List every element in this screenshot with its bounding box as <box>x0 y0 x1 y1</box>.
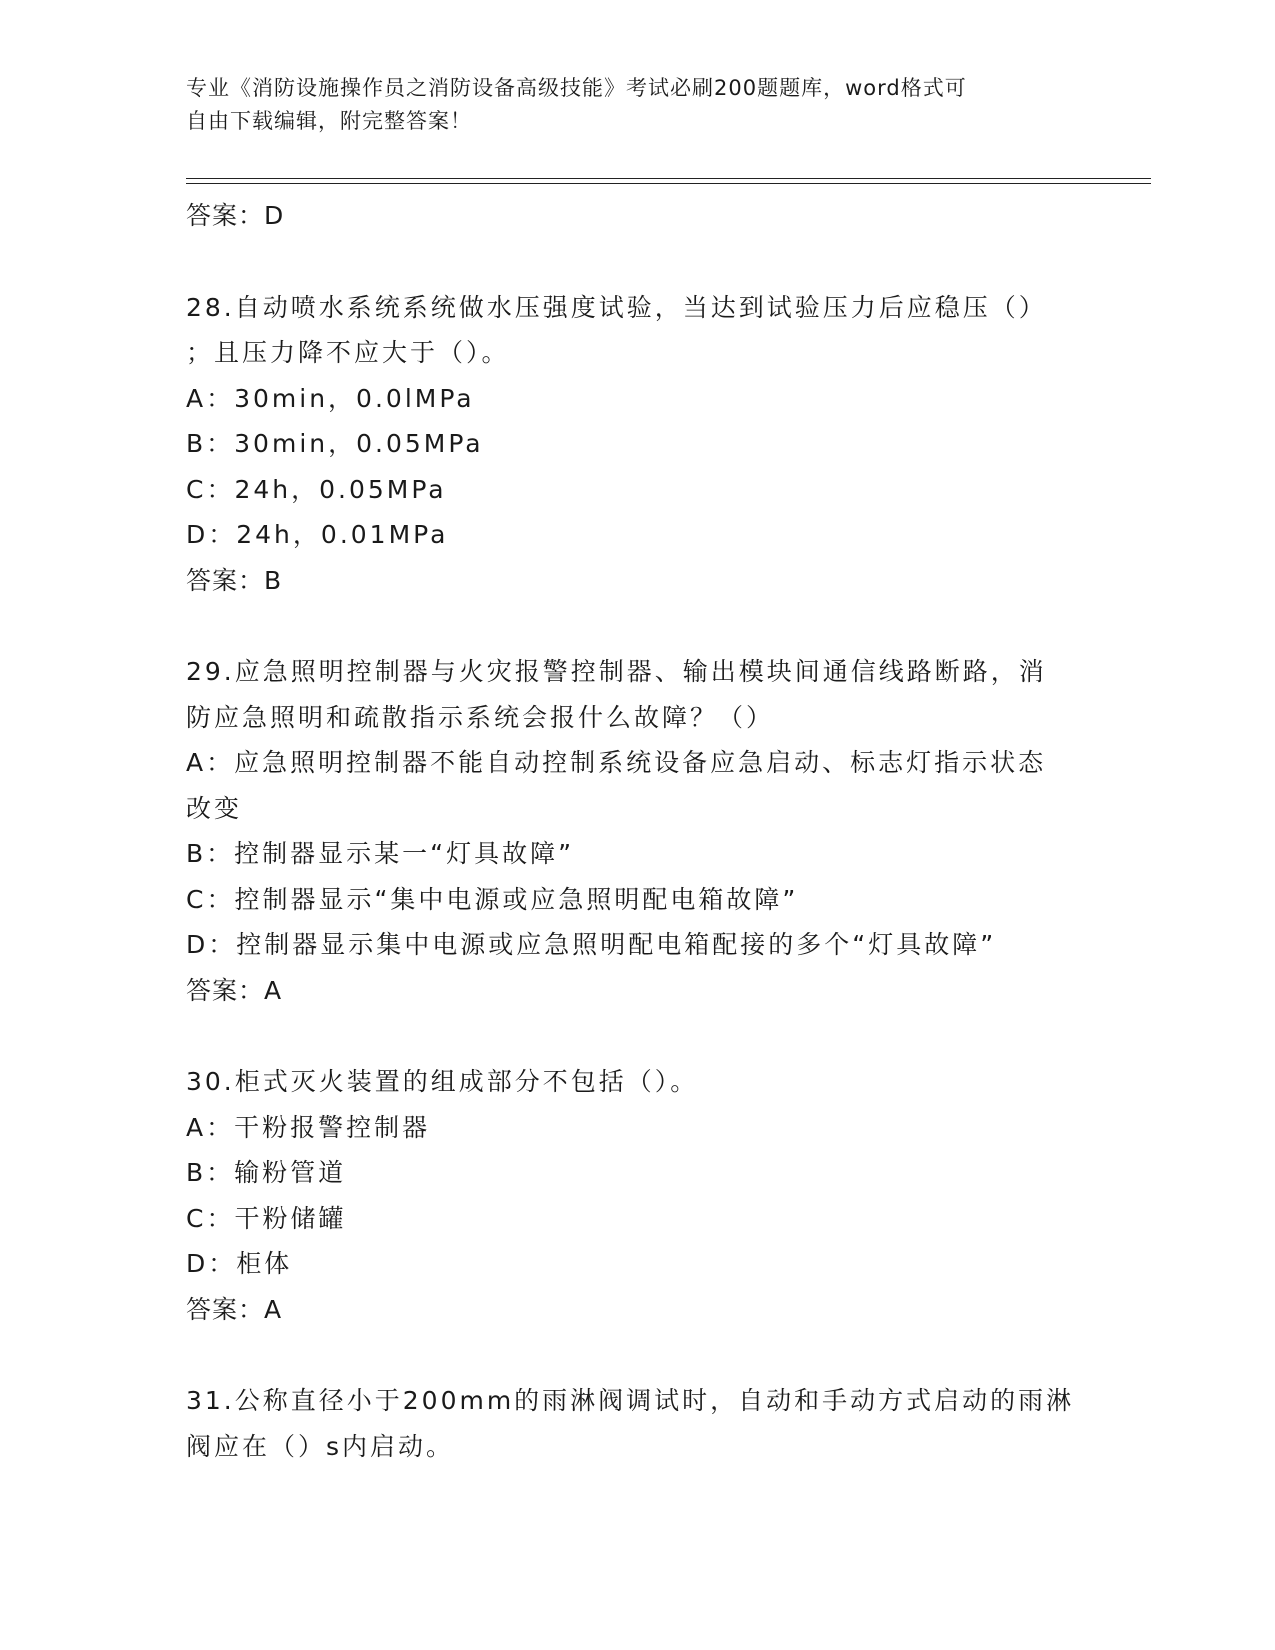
question-stem: 30.柜式灭火装置的组成部分不包括（）。 <box>186 1067 699 1096</box>
question-stem: 阀应在（）s内启动。 <box>186 1431 455 1461</box>
spacer <box>186 1013 1086 1059</box>
header-line-2: 自由下载编辑，附完整答案！ <box>186 109 472 133</box>
question-stem: 31.公称直径小于200mm的雨淋阀调试时，自动和手动方式启动的雨淋 <box>186 1386 1075 1415</box>
option-c: C：控制器显示“集中电源或应急照明配电箱故障” <box>186 884 799 914</box>
question-stem: 29.应急照明控制器与火灾报警控制器、输出模块间通信线路断路，消 <box>186 657 1047 686</box>
previous-answer: 答案：D <box>186 201 285 230</box>
question-stem: 防应急照明和疏散指示系统会报什么故障？（） <box>186 702 775 732</box>
option-d: D：控制器显示集中电源或应急照明配电箱配接的多个“灯具故障” <box>186 930 997 959</box>
header-line-1: 专业《消防设施操作员之消防设备高级技能》考试必刷200题题库，word格式可 <box>186 76 967 100</box>
question-29 <box>186 649 1086 1013</box>
header-divider-bottom <box>186 183 1151 184</box>
header-note <box>186 72 1066 138</box>
option-a-continued: 改变 <box>186 793 243 823</box>
question-28 <box>186 285 1086 604</box>
question-30 <box>186 1059 1086 1332</box>
option-a: A：30min，0.0lMPa <box>186 383 475 413</box>
question-stem: 28.自动喷水系统系统做水压强度试验，当达到试验压力后应稳压（） <box>186 292 1047 322</box>
spacer <box>186 603 1086 649</box>
option-b: B：30min，0.05MPa <box>186 429 484 458</box>
option-c: C：干粉储罐 <box>186 1203 347 1233</box>
question-stem: ；且压力降不应大于（）。 <box>186 338 510 367</box>
spacer <box>186 1332 1086 1378</box>
question-31 <box>186 1378 1086 1469</box>
answer: 答案：A <box>186 1294 283 1324</box>
header-divider-top <box>186 178 1151 179</box>
spacer <box>186 239 1086 285</box>
option-a: A：应急照明控制器不能自动控制系统设备应急启动、标志灯指示状态 <box>186 748 1047 777</box>
answer: 答案：A <box>186 975 283 1005</box>
option-d: D：24h，0.01MPa <box>186 520 449 549</box>
option-a: A：干粉报警控制器 <box>186 1112 431 1142</box>
answer: 答案：B <box>186 565 283 595</box>
option-d: D：柜体 <box>186 1249 293 1278</box>
option-b: B：控制器显示某一“灯具故障” <box>186 839 575 868</box>
option-c: C：24h，0.05MPa <box>186 474 447 504</box>
question-list <box>186 193 1086 1469</box>
option-b: B：输粉管道 <box>186 1158 347 1187</box>
